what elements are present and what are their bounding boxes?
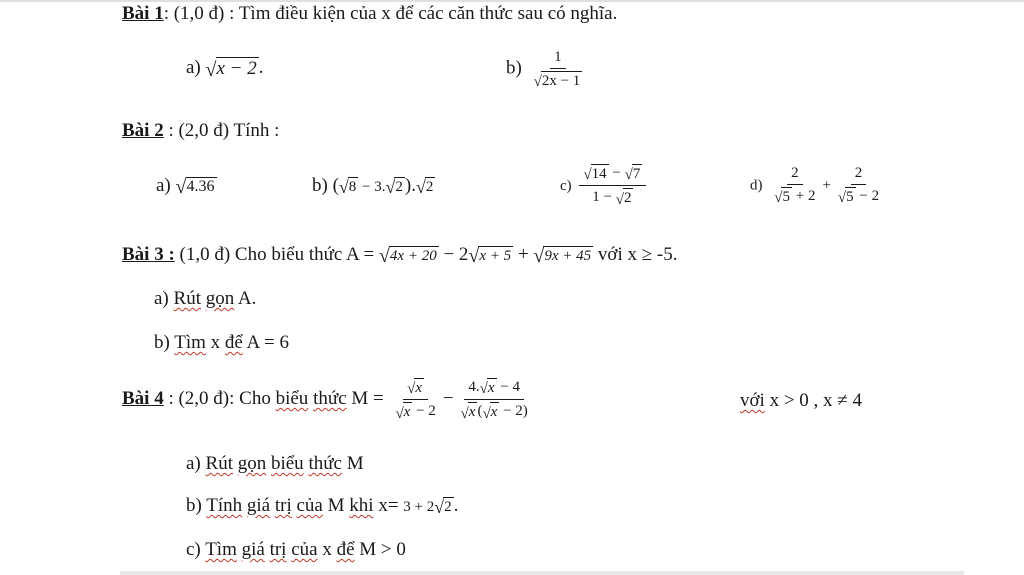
b3-b-word-2: để bbox=[224, 332, 243, 353]
b4-fraction-1 bbox=[391, 378, 439, 422]
b3-title: Bài 3 : bbox=[122, 244, 175, 265]
b2-heading-line bbox=[122, 119, 279, 143]
b4-c-rest: M > 0 bbox=[354, 539, 406, 560]
b3-b-word-1: Tìm bbox=[174, 332, 206, 353]
b2-item-b bbox=[312, 174, 435, 199]
b3-a-word-1: Rút bbox=[173, 288, 201, 309]
b4-f2-den-radicand-2: x bbox=[490, 404, 498, 421]
b4-b-mid: M bbox=[322, 495, 350, 516]
b4-f1-den-post: − 2 bbox=[412, 403, 436, 420]
b4-a-word-3: biểu bbox=[270, 453, 304, 474]
b2-d-numerator-1: 2 bbox=[787, 164, 803, 185]
b4-b-word-3: trị bbox=[274, 495, 292, 516]
b4-item-c bbox=[186, 538, 406, 562]
b1-heading-line bbox=[122, 2, 617, 26]
b1-b-label: b) bbox=[506, 57, 522, 79]
b2-d-label: d) bbox=[750, 177, 763, 194]
b2-d-den-post-2: − 2 bbox=[855, 188, 880, 205]
b3-radicand-2: x + 5 bbox=[479, 248, 512, 265]
b4-word-thuc: thức bbox=[313, 388, 347, 410]
b3-b-mid: x bbox=[205, 332, 225, 353]
b1-a-radicand: x − 2 bbox=[216, 58, 257, 80]
b4-f2-numerator bbox=[464, 378, 524, 400]
b2-c-radicand-1: 14 bbox=[591, 166, 607, 182]
b4-f2-num-pre: 4. bbox=[468, 379, 480, 396]
radical-sign: √ bbox=[460, 405, 469, 422]
b3-condition: với x ≥ -5. bbox=[593, 244, 678, 265]
b4-item-a bbox=[186, 452, 364, 476]
b4-minus: − bbox=[442, 388, 454, 410]
b4-f2-den-post: − 2) bbox=[499, 403, 528, 420]
b1-b-radicand: 2x − 1 bbox=[541, 73, 581, 89]
b4-f1-numerator bbox=[403, 378, 428, 400]
b3-b-rest: A = 6 bbox=[242, 332, 289, 353]
b4-heading-line bbox=[122, 378, 535, 422]
b3-radicand-1: 4x + 20 bbox=[389, 248, 437, 265]
b4-title: Bài 4 bbox=[122, 388, 164, 410]
radical-sign: √ bbox=[533, 244, 545, 267]
b2-d-fraction-2 bbox=[834, 164, 883, 206]
b4-b-word-5: khi bbox=[349, 495, 374, 516]
b4-b-word-2: giá bbox=[246, 495, 271, 516]
radical-sign: √ bbox=[837, 190, 847, 207]
b2-title: Bài 2 bbox=[122, 120, 164, 141]
b2-b-mid: − 3. bbox=[358, 179, 386, 195]
radical-sign: √ bbox=[385, 177, 396, 198]
b3-heading-line bbox=[122, 243, 678, 267]
b1-item-a bbox=[186, 56, 264, 80]
b4-instruction: : (2,0 đ): Cho bbox=[163, 388, 276, 410]
b3-radicand-3: 9x + 45 bbox=[544, 248, 592, 265]
b2-b-label: b) bbox=[312, 175, 328, 196]
b4-c-word-3: trị bbox=[269, 539, 287, 560]
b2-c-minus: − bbox=[608, 165, 625, 182]
radical-sign: √ bbox=[482, 405, 491, 422]
b3-item-a bbox=[154, 287, 256, 311]
b2-c-radicand-2: 7 bbox=[632, 166, 641, 182]
b2-b-radicand-3: 2 bbox=[425, 179, 434, 196]
b2-d-den-post-1: + 2 bbox=[791, 188, 816, 205]
b4-f2-denominator bbox=[457, 400, 532, 421]
b2-item-d bbox=[750, 164, 886, 206]
b4-b-x: x= bbox=[373, 495, 404, 516]
b2-b-radicand-2: 2 bbox=[395, 179, 403, 196]
radical-sign: √ bbox=[479, 381, 488, 398]
b4-a-word-4: thức bbox=[308, 453, 342, 474]
b2-c-radicand-3: 2 bbox=[623, 190, 632, 207]
b2-b-paren-open: ( bbox=[332, 175, 339, 196]
radical-sign: √ bbox=[415, 177, 426, 198]
b2-a-radicand: 4.36 bbox=[186, 178, 215, 196]
b3-mid-2: + bbox=[513, 244, 534, 265]
b4-f2-num-post: − 4 bbox=[496, 379, 520, 396]
b4-b-end: . bbox=[453, 495, 459, 516]
bottom-edge bbox=[120, 571, 964, 575]
b2-instruction: : (2,0 đ) Tính : bbox=[163, 120, 280, 141]
b3-mid-1: − 2 bbox=[438, 244, 469, 265]
b1-title: Bài 1 bbox=[122, 3, 164, 24]
radical-sign: √ bbox=[615, 191, 624, 208]
b2-a-sqrt bbox=[176, 177, 217, 197]
b4-f1-num-radicand: x bbox=[415, 380, 423, 396]
b4-c-word-1: Tìm bbox=[205, 539, 237, 560]
b4-c-word-2: giá bbox=[241, 539, 265, 560]
b1-instruction: : (1,0 đ) : Tìm điều kiện của x để các căn thức sau có nghĩa. bbox=[163, 3, 618, 24]
b4-f2-den-radicand-1: x bbox=[468, 404, 476, 421]
b4-a-rest: M bbox=[341, 453, 364, 474]
b2-d-denominator-1 bbox=[770, 185, 819, 206]
b4-f2-num-radicand: x bbox=[487, 380, 495, 396]
b1-item-b bbox=[506, 48, 589, 90]
radical-sign: √ bbox=[624, 167, 633, 184]
b4-a-word-1: Rút bbox=[205, 453, 233, 474]
b3-a-rest: A. bbox=[234, 288, 257, 309]
b1-b-denominator bbox=[530, 69, 587, 90]
b2-c-denominator bbox=[588, 186, 637, 207]
b2-item-a bbox=[156, 174, 217, 198]
b2-c-fraction bbox=[579, 164, 646, 208]
b2-c-den-pre: 1 − bbox=[592, 189, 616, 206]
b4-cond-word: với bbox=[740, 390, 765, 411]
b4-c-word-4: của bbox=[291, 539, 318, 560]
b2-d-fraction-1 bbox=[770, 164, 819, 206]
b3-a-word-2: gọn bbox=[205, 288, 235, 309]
b4-f2-den-open: ( bbox=[477, 403, 483, 420]
b3-item-b bbox=[154, 331, 289, 355]
radical-sign: √ bbox=[175, 175, 187, 198]
b4-a-word-2: gọn bbox=[237, 453, 267, 474]
b2-d-denominator-2 bbox=[834, 185, 883, 206]
b1-a-label: a) bbox=[186, 57, 201, 78]
radical-sign: √ bbox=[468, 244, 480, 267]
b3-a-label: a) bbox=[154, 288, 169, 309]
b1-a-period: . bbox=[258, 57, 264, 78]
radical-sign: √ bbox=[407, 381, 416, 398]
b4-word-bieu: biểu bbox=[275, 388, 309, 410]
radical-sign: √ bbox=[338, 177, 349, 198]
b4-f1-den-radicand: x bbox=[403, 404, 411, 421]
radical-sign: √ bbox=[205, 59, 217, 82]
b1-b-fraction bbox=[530, 48, 587, 90]
b4-fraction-2 bbox=[457, 378, 532, 422]
b2-d-radicand-1: 5 bbox=[782, 189, 790, 205]
radical-sign: √ bbox=[378, 244, 390, 267]
b4-f1-denominator bbox=[391, 400, 439, 421]
b2-c-label: c) bbox=[560, 178, 572, 195]
b4-c-label: c) bbox=[186, 539, 201, 560]
b4-m-pre: M = bbox=[346, 388, 389, 410]
b4-c-word-5: để bbox=[336, 539, 355, 560]
b2-b-paren-close: ). bbox=[404, 175, 416, 196]
b2-d-numerator-2: 2 bbox=[851, 164, 867, 185]
b1-b-numerator: 1 bbox=[550, 48, 566, 69]
b4-item-b bbox=[186, 494, 458, 519]
b2-c-numerator bbox=[579, 164, 646, 186]
radical-sign: √ bbox=[583, 167, 592, 184]
radical-sign: √ bbox=[533, 74, 542, 91]
b4-b-word-4: của bbox=[296, 495, 323, 516]
b2-item-c bbox=[560, 164, 649, 208]
b4-condition bbox=[740, 389, 862, 413]
b2-a-label: a) bbox=[156, 175, 171, 196]
radical-sign: √ bbox=[774, 190, 783, 207]
b3-b-label: b) bbox=[154, 332, 170, 353]
b4-b-word-1: Tính bbox=[206, 495, 243, 516]
b2-d-radicand-2: 5 bbox=[846, 189, 854, 205]
b3-expr-pre: A = bbox=[346, 244, 379, 265]
radical-sign: √ bbox=[395, 405, 404, 422]
b1-a-sqrt bbox=[206, 57, 259, 80]
b2-d-plus: + bbox=[822, 177, 831, 194]
b2-b-radicand-1: 8 bbox=[348, 179, 357, 196]
b4-cond-rest: x > 0 , x ≠ 4 bbox=[764, 390, 862, 411]
radical-sign: √ bbox=[434, 497, 445, 518]
b4-a-label: a) bbox=[186, 453, 201, 474]
b4-b-label: b) bbox=[186, 495, 202, 516]
b4-b-value: 3 + 2 bbox=[403, 499, 435, 515]
b4-b-radicand: 2 bbox=[444, 499, 452, 516]
b4-c-mid: x bbox=[317, 539, 337, 560]
b3-instruction: (1,0 đ) Cho biểu thức bbox=[174, 244, 347, 265]
